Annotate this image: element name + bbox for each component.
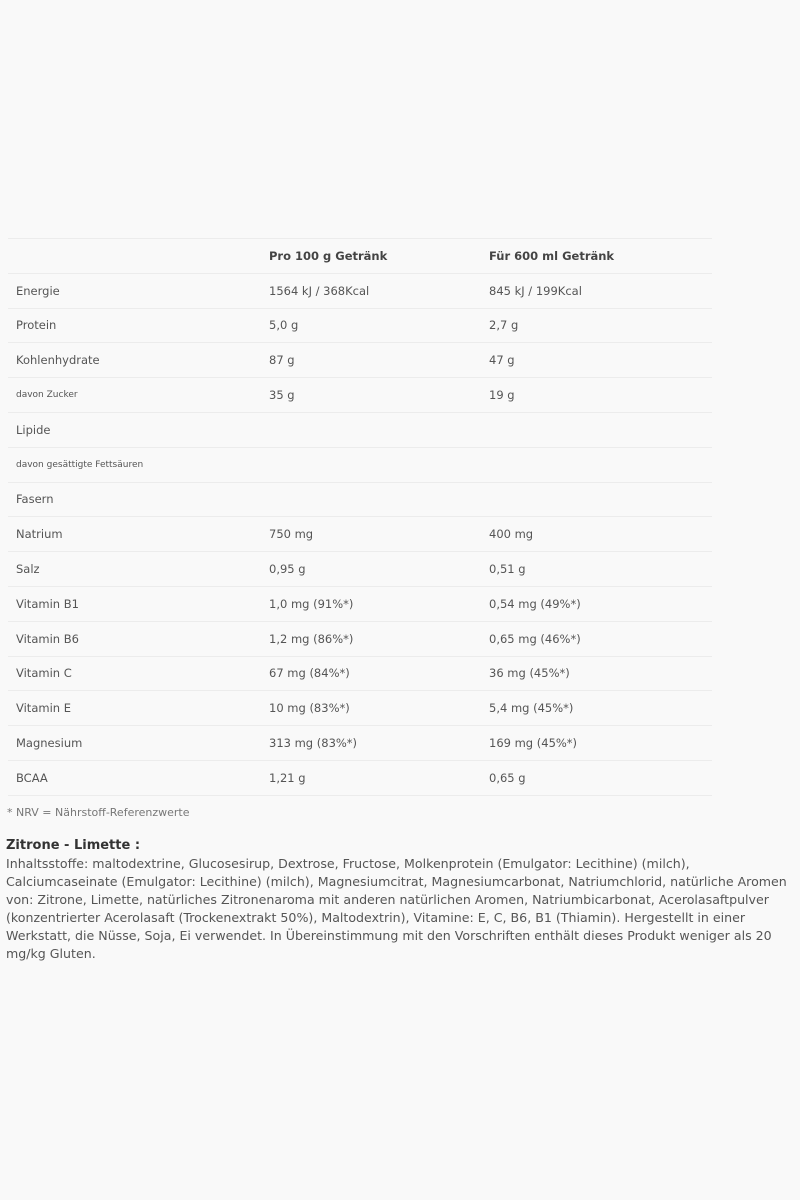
nutrition-table-body bbox=[8, 273, 712, 795]
nutrient-name-cell: Energie bbox=[8, 273, 261, 308]
per-600ml-value-cell: 400 mg bbox=[481, 517, 712, 552]
nutrient-name-cell: Vitamin B6 bbox=[8, 621, 261, 656]
nutrient-name-cell: Protein bbox=[8, 308, 261, 343]
per-100g-value-cell: 1564 kJ / 368Kcal bbox=[261, 273, 481, 308]
per-600ml-value-cell bbox=[481, 447, 712, 482]
nutrient-name-cell: BCAA bbox=[8, 760, 261, 795]
nutrient-name-cell: Vitamin C bbox=[8, 656, 261, 691]
per-100g-value-cell: 10 mg (83%*) bbox=[261, 691, 481, 726]
per-600ml-value-cell: 169 mg (45%*) bbox=[481, 726, 712, 761]
table-row bbox=[8, 308, 712, 343]
per-100g-value-cell: 5,0 g bbox=[261, 308, 481, 343]
per-100g-value-cell: 750 mg bbox=[261, 517, 481, 552]
per-100g-value-cell bbox=[261, 412, 481, 447]
per-600ml-value-cell: 2,7 g bbox=[481, 308, 712, 343]
table-row bbox=[8, 621, 712, 656]
nutrient-name-cell: Vitamin B1 bbox=[8, 586, 261, 621]
per-100g-value-cell: 0,95 g bbox=[261, 552, 481, 587]
per-100g-value-cell: 1,2 mg (86%*) bbox=[261, 621, 481, 656]
nrv-footnote: * NRV = Nährstoff-Referenzwerte bbox=[7, 806, 190, 819]
header-nutrient bbox=[8, 239, 261, 274]
per-100g-value-cell: 67 mg (84%*) bbox=[261, 656, 481, 691]
nutrient-name-cell: davon gesättigte Fettsäuren bbox=[8, 447, 261, 482]
table-row bbox=[8, 691, 712, 726]
per-100g-value-cell: 35 g bbox=[261, 378, 481, 413]
header-per-600ml: Für 600 ml Getränk bbox=[481, 239, 712, 274]
nutrition-table bbox=[8, 238, 712, 796]
per-600ml-value-cell bbox=[481, 482, 712, 517]
per-600ml-value-cell: 845 kJ / 199Kcal bbox=[481, 273, 712, 308]
per-100g-value-cell: 1,0 mg (91%*) bbox=[261, 586, 481, 621]
per-600ml-value-cell: 0,65 mg (46%*) bbox=[481, 621, 712, 656]
table-row bbox=[8, 447, 712, 482]
table-row bbox=[8, 656, 712, 691]
per-100g-value-cell: 1,21 g bbox=[261, 760, 481, 795]
ingredients-block bbox=[6, 836, 796, 963]
nutrient-name-cell: Natrium bbox=[8, 517, 261, 552]
table-row bbox=[8, 726, 712, 761]
per-100g-value-cell: 87 g bbox=[261, 343, 481, 378]
per-100g-value-cell: 313 mg (83%*) bbox=[261, 726, 481, 761]
table-row bbox=[8, 482, 712, 517]
table-row bbox=[8, 343, 712, 378]
table-row bbox=[8, 517, 712, 552]
per-600ml-value-cell: 36 mg (45%*) bbox=[481, 656, 712, 691]
per-600ml-value-cell: 0,54 mg (49%*) bbox=[481, 586, 712, 621]
table-row bbox=[8, 586, 712, 621]
header-per-100g: Pro 100 g Getränk bbox=[261, 239, 481, 274]
nutrient-name-cell: Salz bbox=[8, 552, 261, 587]
nutrient-name-cell: Lipide bbox=[8, 412, 261, 447]
per-100g-value-cell bbox=[261, 447, 481, 482]
table-row bbox=[8, 760, 712, 795]
per-600ml-value-cell: 19 g bbox=[481, 378, 712, 413]
flavor-title: Zitrone - Limette : bbox=[6, 838, 141, 853]
per-600ml-value-cell bbox=[481, 412, 712, 447]
nutrient-name-cell: Vitamin E bbox=[8, 691, 261, 726]
nutrient-name-cell: Fasern bbox=[8, 482, 261, 517]
nutrient-name-cell: davon Zucker bbox=[8, 378, 261, 413]
table-row bbox=[8, 273, 712, 308]
table-row bbox=[8, 378, 712, 413]
per-100g-value-cell bbox=[261, 482, 481, 517]
nutrient-name-cell: Magnesium bbox=[8, 726, 261, 761]
table-row bbox=[8, 412, 712, 447]
per-600ml-value-cell: 5,4 mg (45%*) bbox=[481, 691, 712, 726]
table-header-row bbox=[8, 239, 712, 274]
nutrient-name-cell: Kohlenhydrate bbox=[8, 343, 261, 378]
per-600ml-value-cell: 0,65 g bbox=[481, 760, 712, 795]
table-row bbox=[8, 552, 712, 587]
per-600ml-value-cell: 0,51 g bbox=[481, 552, 712, 587]
per-600ml-value-cell: 47 g bbox=[481, 343, 712, 378]
ingredients-text: Inhaltsstoffe: maltodextrine, Glucosesirup, Dextrose, Fructose, Molkenprotein (Emulgator: Lecithine) (milch), Calciumcaseinate (Emulgator: Lecithine) (milch), Magnesiumcitrat, Magnesiumcarbonat, Natriumchlorid, natürliche Aromen von: Zitrone, Limette, natürliches Zitronenaroma mit anderen natürlichen Aromen, Natriumbicarbonat, Acerolasaftpulver (konzentrierter Acerolasaft (Trockenextrakt 50%), Maltodextrin), Vitamine: E, C, B6, B1 (Thiamin). Hergestellt in einer Werkstatt, die Nüsse, Soja, Ei verwendet. In Übereinstimmung mit den Vorschriften enthält dieses Produkt weniger als 20 mg/kg Gluten. bbox=[6, 856, 787, 961]
